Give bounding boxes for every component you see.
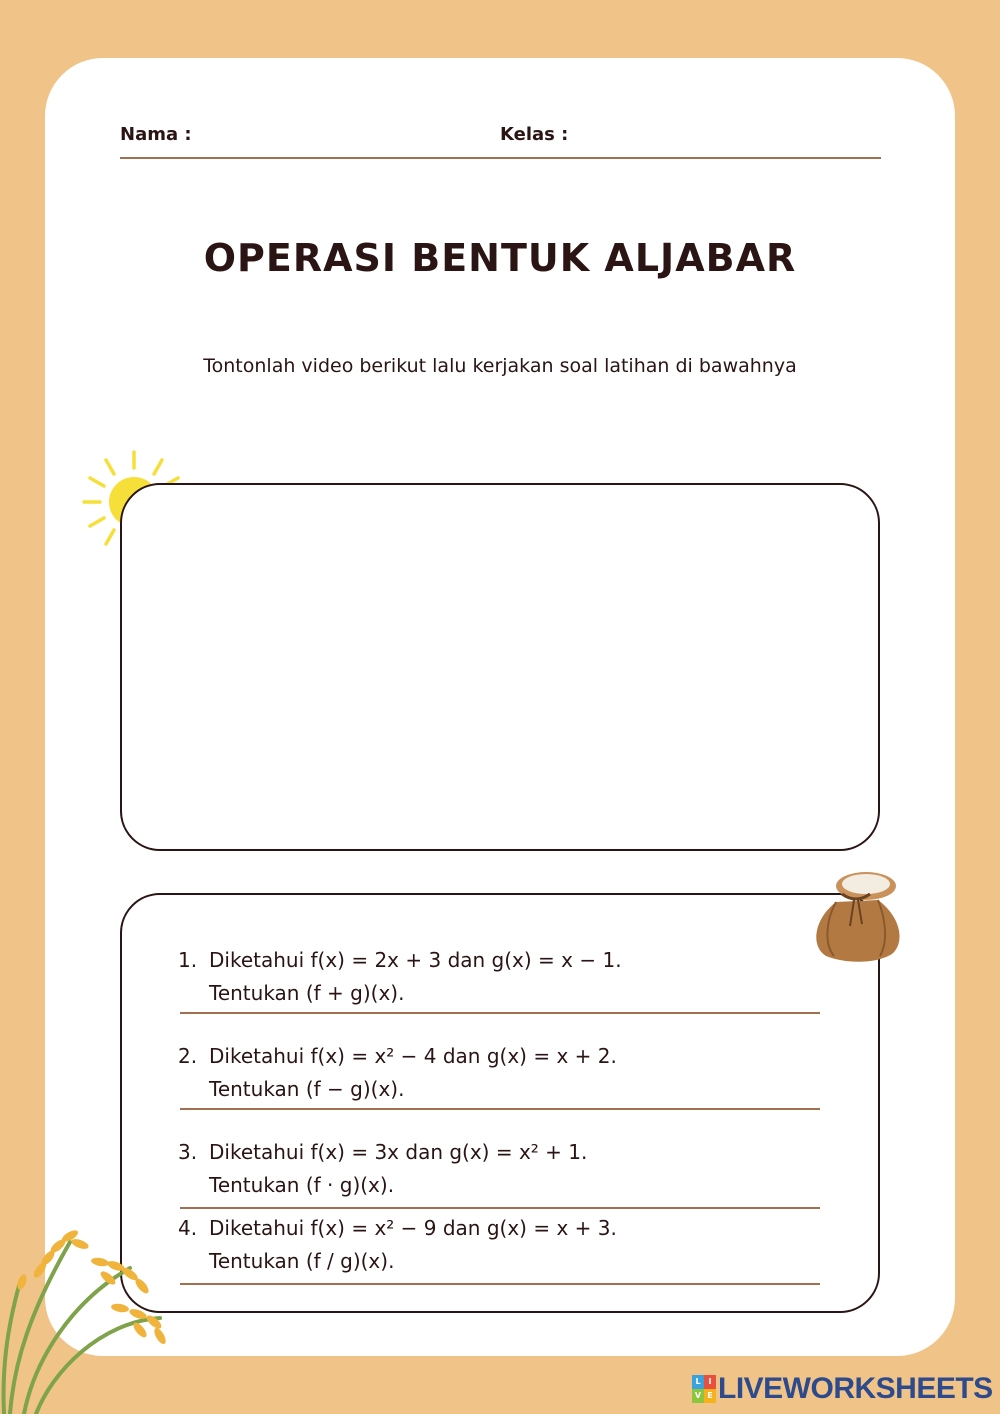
rice-sack-icon: [806, 864, 906, 964]
liveworksheets-logo[interactable]: [692, 1372, 993, 1406]
rice-plant-icon: [0, 1222, 180, 1414]
question-2: [178, 1040, 818, 1106]
question-line-1: Diketahui f(x) = x² − 9 dan g(x) = x + 3.: [209, 1216, 617, 1240]
question-line-1: Diketahui f(x) = x² − 4 dan g(x) = x + 2.: [209, 1044, 617, 1068]
name-class-underline: [120, 157, 881, 159]
question-number: 4.: [178, 1216, 198, 1240]
question-number: 2.: [178, 1044, 198, 1068]
question-number: 3.: [178, 1140, 198, 1164]
name-label: Nama :: [120, 124, 192, 145]
logo-cubes-icon: L I V E: [692, 1375, 716, 1403]
video-frame[interactable]: [120, 483, 880, 851]
answer-line-1[interactable]: [180, 1012, 820, 1014]
answer-line-4[interactable]: [180, 1283, 820, 1285]
question-line-2: Tentukan (f · g)(x).: [209, 1173, 395, 1197]
logo-text: LIVEWORKSHEETS: [718, 1372, 993, 1405]
question-line-1: Diketahui f(x) = 2x + 3 dan g(x) = x − 1.: [209, 948, 622, 972]
answer-line-3[interactable]: [180, 1207, 820, 1209]
question-1: [178, 944, 818, 1010]
question-line-2: Tentukan (f − g)(x).: [209, 1077, 405, 1101]
question-line-2: Tentukan (f / g)(x).: [209, 1249, 395, 1273]
question-4: [178, 1212, 818, 1278]
question-line-2: Tentukan (f + g)(x).: [209, 981, 405, 1005]
question-line-1: Diketahui f(x) = 3x dan g(x) = x² + 1.: [209, 1140, 588, 1164]
instruction-text: Tontonlah video berikut lalu kerjakan soal latihan di bawahnya: [203, 355, 797, 377]
question-3: [178, 1136, 818, 1202]
page-title: OPERASI BENTUK ALJABAR: [203, 236, 797, 280]
question-number: 1.: [178, 948, 198, 972]
answer-line-2[interactable]: [180, 1108, 820, 1110]
class-label: Kelas :: [500, 124, 569, 145]
